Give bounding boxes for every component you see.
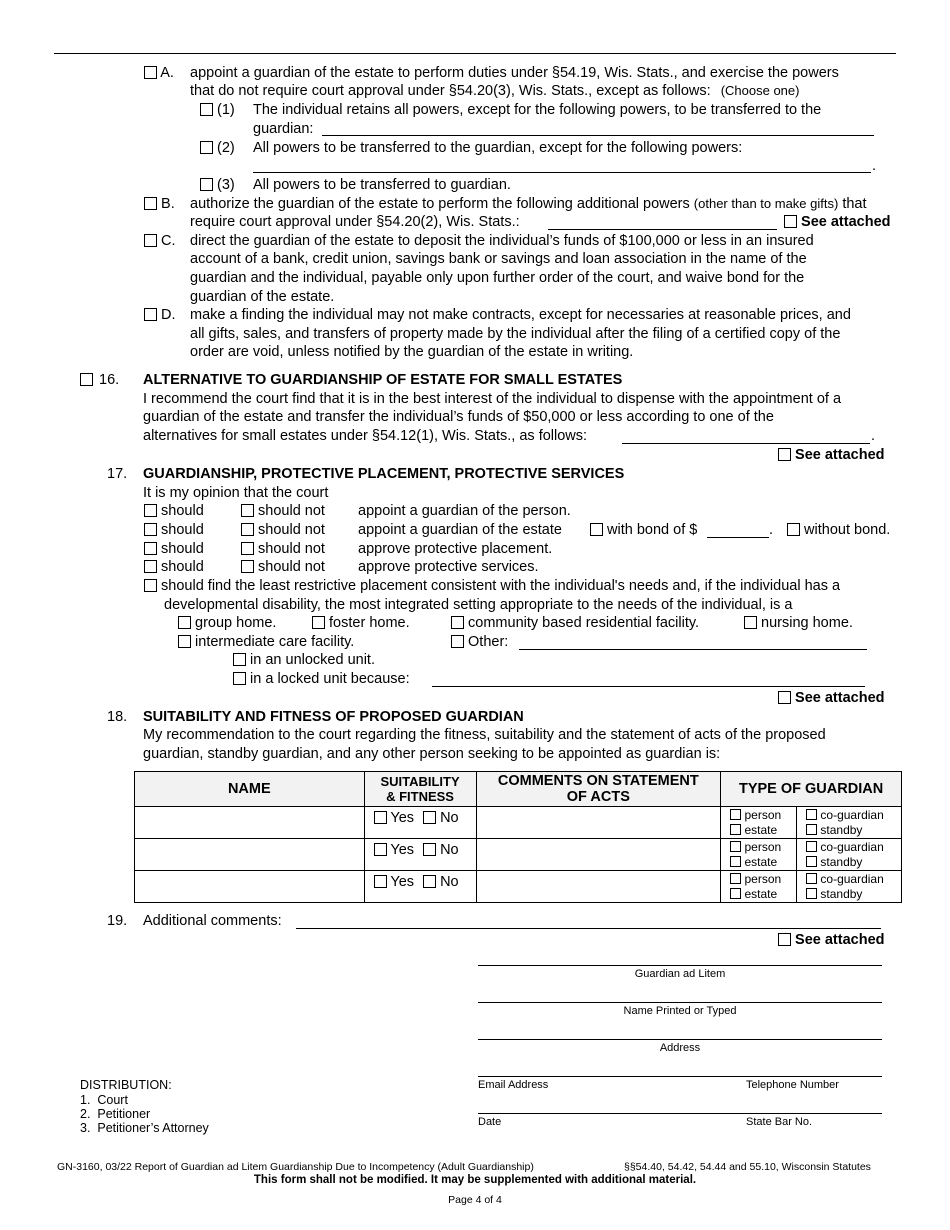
distribution-item: 1. Court [80, 1093, 128, 1107]
checkbox-no[interactable] [423, 875, 436, 888]
checkbox-17-least-restrictive[interactable] [144, 579, 157, 592]
checkbox-15b[interactable] [144, 197, 157, 210]
text-18-line1: My recommendation to the court regarding the fitness, suitability and the statement of acts of the proposed [143, 727, 826, 743]
cell-comments[interactable] [476, 871, 721, 903]
item-19-label: Additional comments: [143, 913, 282, 929]
field-17-bond-amount[interactable] [707, 537, 769, 538]
label-address: Address [659, 1042, 701, 1054]
table-row [135, 839, 902, 871]
col-suitability-2: & FITNESS [386, 789, 454, 804]
checkbox-person[interactable] [730, 809, 741, 820]
label-no: No [440, 810, 459, 826]
label-should-not: should not [258, 522, 325, 538]
checkbox-person[interactable] [730, 841, 741, 852]
item-17-number: 17. [107, 466, 128, 482]
label-15b: B. [161, 196, 175, 212]
footer-notice: This form shall not be modified. It may be supplemented with additional material. [253, 1174, 697, 1186]
label-estate: estate [744, 887, 778, 901]
text-15b-line1a: authorize the guardian of the estate to perform the following additional powers [190, 196, 690, 212]
label-without-bond: without bond. [804, 522, 891, 538]
choose-one-note: (Choose one) [720, 83, 800, 98]
checkbox-yes[interactable] [374, 875, 387, 888]
label-name: Name Printed or Typed [623, 1005, 737, 1017]
checkbox-17-locked[interactable] [233, 672, 246, 685]
label-standby: standby [820, 887, 863, 901]
checkbox-16[interactable] [80, 373, 93, 386]
label-yes: Yes [390, 842, 415, 858]
checkbox-17-estate-should[interactable] [144, 523, 157, 536]
label-15a-1: (1) [217, 102, 235, 118]
label-should: should [161, 559, 204, 575]
field-19-comments[interactable] [296, 928, 881, 929]
label-estate: estate [744, 823, 778, 837]
checkbox-17-other[interactable] [451, 635, 464, 648]
checkbox-co-guardian[interactable] [806, 809, 817, 820]
signature-line-gal[interactable] [478, 965, 882, 982]
signature-line-name[interactable] [478, 1002, 882, 1019]
label-other: Other: [468, 634, 509, 650]
checkbox-17-placement-should[interactable] [144, 542, 157, 555]
field-15b-powers[interactable] [548, 229, 777, 230]
label-estate: estate [744, 855, 778, 869]
checkbox-17-foster-home[interactable] [312, 616, 325, 629]
label-person: person [744, 808, 782, 822]
label-should: should [161, 522, 204, 538]
text-15a-line1: appoint a guardian of the estate to perform duties under §54.19, Wis. Stats., and exercise the powers [190, 65, 839, 81]
checkbox-17-services-should-not[interactable] [241, 560, 254, 573]
label-unlocked: in an unlocked unit. [250, 652, 375, 668]
text-15d-line2: all gifts, sales, and transfers of property made by the individual after the filing of a certified copy of the [190, 326, 841, 342]
text-15c-line4: guardian of the estate. [190, 289, 335, 305]
text-15b-line1c: that [842, 196, 867, 212]
checkbox-17-estate-should-not[interactable] [241, 523, 254, 536]
checkbox-15a[interactable] [144, 66, 157, 79]
text-15c-line1: direct the guardian of the estate to deposit the individual’s funds of $100,000 or less in an insured [190, 233, 814, 249]
label-should-not: should not [258, 541, 325, 557]
text-17-row1: appoint a guardian of the person. [358, 503, 571, 519]
item-18-title: SUITABILITY AND FITNESS OF PROPOSED GUARDIAN [143, 709, 524, 725]
label-standby: standby [820, 855, 863, 869]
text-17-intro: It is my opinion that the court [143, 485, 329, 501]
checkbox-17-see-attached[interactable] [778, 691, 791, 704]
checkbox-15d[interactable] [144, 308, 157, 321]
field-16-alternatives[interactable] [622, 443, 870, 444]
guardian-table [134, 771, 902, 903]
label-yes: Yes [390, 874, 415, 890]
item-18-number: 18. [107, 709, 128, 725]
checkbox-yes[interactable] [374, 843, 387, 856]
text-18-line2: guardian, standby guardian, and any other person seeking to be appointed as guardian is: [143, 746, 721, 762]
text-16-line1: I recommend the court find that it is in the best interest of the individual to dispense with the appointment of a [143, 391, 842, 407]
item-16-title: ALTERNATIVE TO GUARDIANSHIP OF ESTATE FOR SMALL ESTATES [143, 372, 623, 388]
signature-line-email[interactable] [478, 1076, 882, 1093]
checkbox-no[interactable] [423, 843, 436, 856]
see-attached-19: See attached [795, 932, 885, 948]
col-type: TYPE OF GUARDIAN [721, 772, 902, 807]
checkbox-estate[interactable] [730, 888, 741, 899]
item-17-title: GUARDIANSHIP, PROTECTIVE PLACEMENT, PROTECTIVE SERVICES [143, 466, 625, 482]
checkbox-15a-2[interactable] [200, 141, 213, 154]
checkbox-17-services-should[interactable] [144, 560, 157, 573]
see-attached-16: See attached [795, 447, 885, 463]
distribution-item: 2. Petitioner [80, 1107, 151, 1121]
checkbox-15a-3[interactable] [200, 178, 213, 191]
table-row [135, 871, 902, 903]
checkbox-no[interactable] [423, 811, 436, 824]
distribution-title: DISTRIBUTION: [80, 1078, 172, 1092]
period-15a-2: . [872, 158, 877, 174]
period-17-bond: . [769, 522, 774, 538]
label-phone: Telephone Number [746, 1079, 839, 1091]
checkbox-co-guardian[interactable] [806, 873, 817, 884]
checkbox-estate[interactable] [730, 824, 741, 835]
label-bar: State Bar No. [746, 1116, 813, 1128]
checkbox-19-see-attached[interactable] [778, 933, 791, 946]
item-19-number: 19. [107, 913, 128, 929]
label-icf: intermediate care facility. [195, 634, 355, 650]
text-17-row4: approve protective services. [358, 559, 539, 575]
signature-line-address[interactable] [478, 1039, 882, 1056]
cell-comments[interactable] [476, 839, 721, 871]
table-row [135, 807, 902, 839]
text-15a-line2: that do not require court approval under §54.20(3), Wis. Stats., except as follows: [190, 83, 711, 99]
text-17-placement-line1: should find the least restrictive placement consistent with the individual's needs and, if the individual has a [161, 578, 841, 594]
label-locked: in a locked unit because: [250, 671, 410, 687]
checkbox-17-cbrf[interactable] [451, 616, 464, 629]
label-15a: A. [160, 65, 174, 81]
label-15a-3: (3) [217, 177, 235, 193]
checkbox-16-see-attached[interactable] [778, 448, 791, 461]
label-date: Date [478, 1116, 502, 1128]
label-gal: Guardian ad Litem [634, 968, 726, 980]
distribution-item: 3. Petitioner’s Attorney [80, 1121, 209, 1135]
text-17-row2: appoint a guardian of the estate [358, 522, 562, 538]
checkbox-15b-see-attached[interactable] [784, 215, 797, 228]
label-email: Email Address [478, 1079, 549, 1091]
see-attached-17: See attached [795, 690, 885, 706]
checkbox-standby[interactable] [806, 824, 817, 835]
checkbox-15a-1[interactable] [200, 103, 213, 116]
field-17-other[interactable] [519, 649, 867, 650]
label-person: person [744, 872, 782, 886]
checkbox-estate[interactable] [730, 856, 741, 867]
text-17-placement-line2: developmental disability, the most integrated setting appropriate to the needs of the individual, is a [164, 597, 793, 613]
label-person: person [744, 840, 782, 854]
see-attached-15b: See attached [801, 214, 891, 230]
text-15a-1-line2: guardian: [253, 121, 314, 137]
checkbox-17-placement-should-not[interactable] [241, 542, 254, 555]
checkbox-17-with-bond[interactable] [590, 523, 603, 536]
text-15b-line1b: (other than to make gifts) [693, 196, 839, 211]
col-suitability-1: SUITABILITY [380, 774, 460, 789]
label-with-bond: with bond of $ [607, 522, 698, 538]
field-15a-2-powers[interactable] [253, 172, 871, 173]
label-no: No [440, 842, 459, 858]
text-16-line2: guardian of the estate and transfer the individual’s funds of $50,000 or less according to one of the [143, 409, 774, 425]
checkbox-17-nursing-home[interactable] [744, 616, 757, 629]
label-co-guardian: co-guardian [820, 808, 884, 822]
text-15d-line1: make a finding the individual may not make contracts, except for necessaries at reasonable prices, and [190, 307, 851, 323]
label-group-home: group home. [195, 615, 277, 631]
footer-page-number: Page 4 of 4 [448, 1194, 502, 1206]
period-16: . [871, 428, 876, 444]
label-co-guardian: co-guardian [820, 840, 884, 854]
checkbox-15c[interactable] [144, 234, 157, 247]
checkbox-standby[interactable] [806, 888, 817, 899]
item-16-number: 16. [99, 372, 120, 388]
col-name: NAME [135, 772, 365, 807]
label-should: should [161, 503, 204, 519]
text-16-line3: alternatives for small estates under §54.12(1), Wis. Stats., as follows: [143, 428, 588, 444]
text-15a-1-line1: The individual retains all powers, except for the following powers, to be transferred to the [253, 102, 822, 118]
checkbox-co-guardian[interactable] [806, 841, 817, 852]
label-15a-2: (2) [217, 140, 235, 156]
text-17-row3: approve protective placement. [358, 541, 553, 557]
label-should-not: should not [258, 559, 325, 575]
text-15b-line2: require court approval under §54.20(2), Wis. Stats.: [190, 214, 520, 230]
text-15a-3: All powers to be transferred to guardian. [253, 177, 511, 193]
signature-line-date[interactable] [478, 1113, 882, 1130]
checkbox-person[interactable] [730, 873, 741, 884]
footer-statutes: §§54.40, 54.42, 54.44 and 55.10, Wisconsin Statutes [624, 1161, 871, 1173]
text-15c-line3: guardian and the individual, payable only upon further order of the court, and waive bond for the [190, 270, 805, 286]
col-comments [476, 772, 721, 807]
checkbox-17-group-home[interactable] [178, 616, 191, 629]
checkbox-17-without-bond[interactable] [787, 523, 800, 536]
text-15d-line3: order are void, unless notified by the guardian of the estate in writing. [190, 344, 634, 360]
text-15a-2: All powers to be transferred to the guardian, except for the following powers: [253, 140, 743, 156]
cell-name[interactable] [135, 807, 365, 839]
label-no: No [440, 874, 459, 890]
col-suitability [364, 772, 476, 807]
checkbox-17-person-should[interactable] [144, 504, 157, 517]
checkbox-standby[interactable] [806, 856, 817, 867]
label-15c: C. [161, 233, 176, 249]
field-15a-1-powers[interactable] [322, 135, 874, 136]
col-comments-1: COMMENTS ON STATEMENT [497, 773, 699, 789]
label-cbrf: community based residential facility. [468, 615, 700, 631]
field-17-locked-reason[interactable] [432, 686, 865, 687]
top-rule [54, 53, 896, 54]
label-foster-home: foster home. [329, 615, 410, 631]
label-co-guardian: co-guardian [820, 872, 884, 886]
checkbox-17-unlocked[interactable] [233, 653, 246, 666]
checkbox-17-person-should-not[interactable] [241, 504, 254, 517]
label-yes: Yes [390, 810, 415, 826]
label-15d: D. [161, 307, 176, 323]
checkbox-yes[interactable] [374, 811, 387, 824]
cell-comments[interactable] [476, 807, 721, 839]
text-15c-line2: account of a bank, credit union, savings bank or savings and loan association in the name of the [190, 251, 807, 267]
checkbox-17-icf[interactable] [178, 635, 191, 648]
cell-name[interactable] [135, 871, 365, 903]
label-should-not: should not [258, 503, 325, 519]
footer-form-id: GN-3160, 03/22 Report of Guardian ad Litem Guardianship Due to Incompetency (Adult Guardianship) [57, 1161, 534, 1173]
col-comments-2: OF ACTS [566, 789, 630, 805]
label-standby: standby [820, 823, 863, 837]
label-nursing-home: nursing home. [761, 615, 853, 631]
cell-name[interactable] [135, 839, 365, 871]
label-should: should [161, 541, 204, 557]
